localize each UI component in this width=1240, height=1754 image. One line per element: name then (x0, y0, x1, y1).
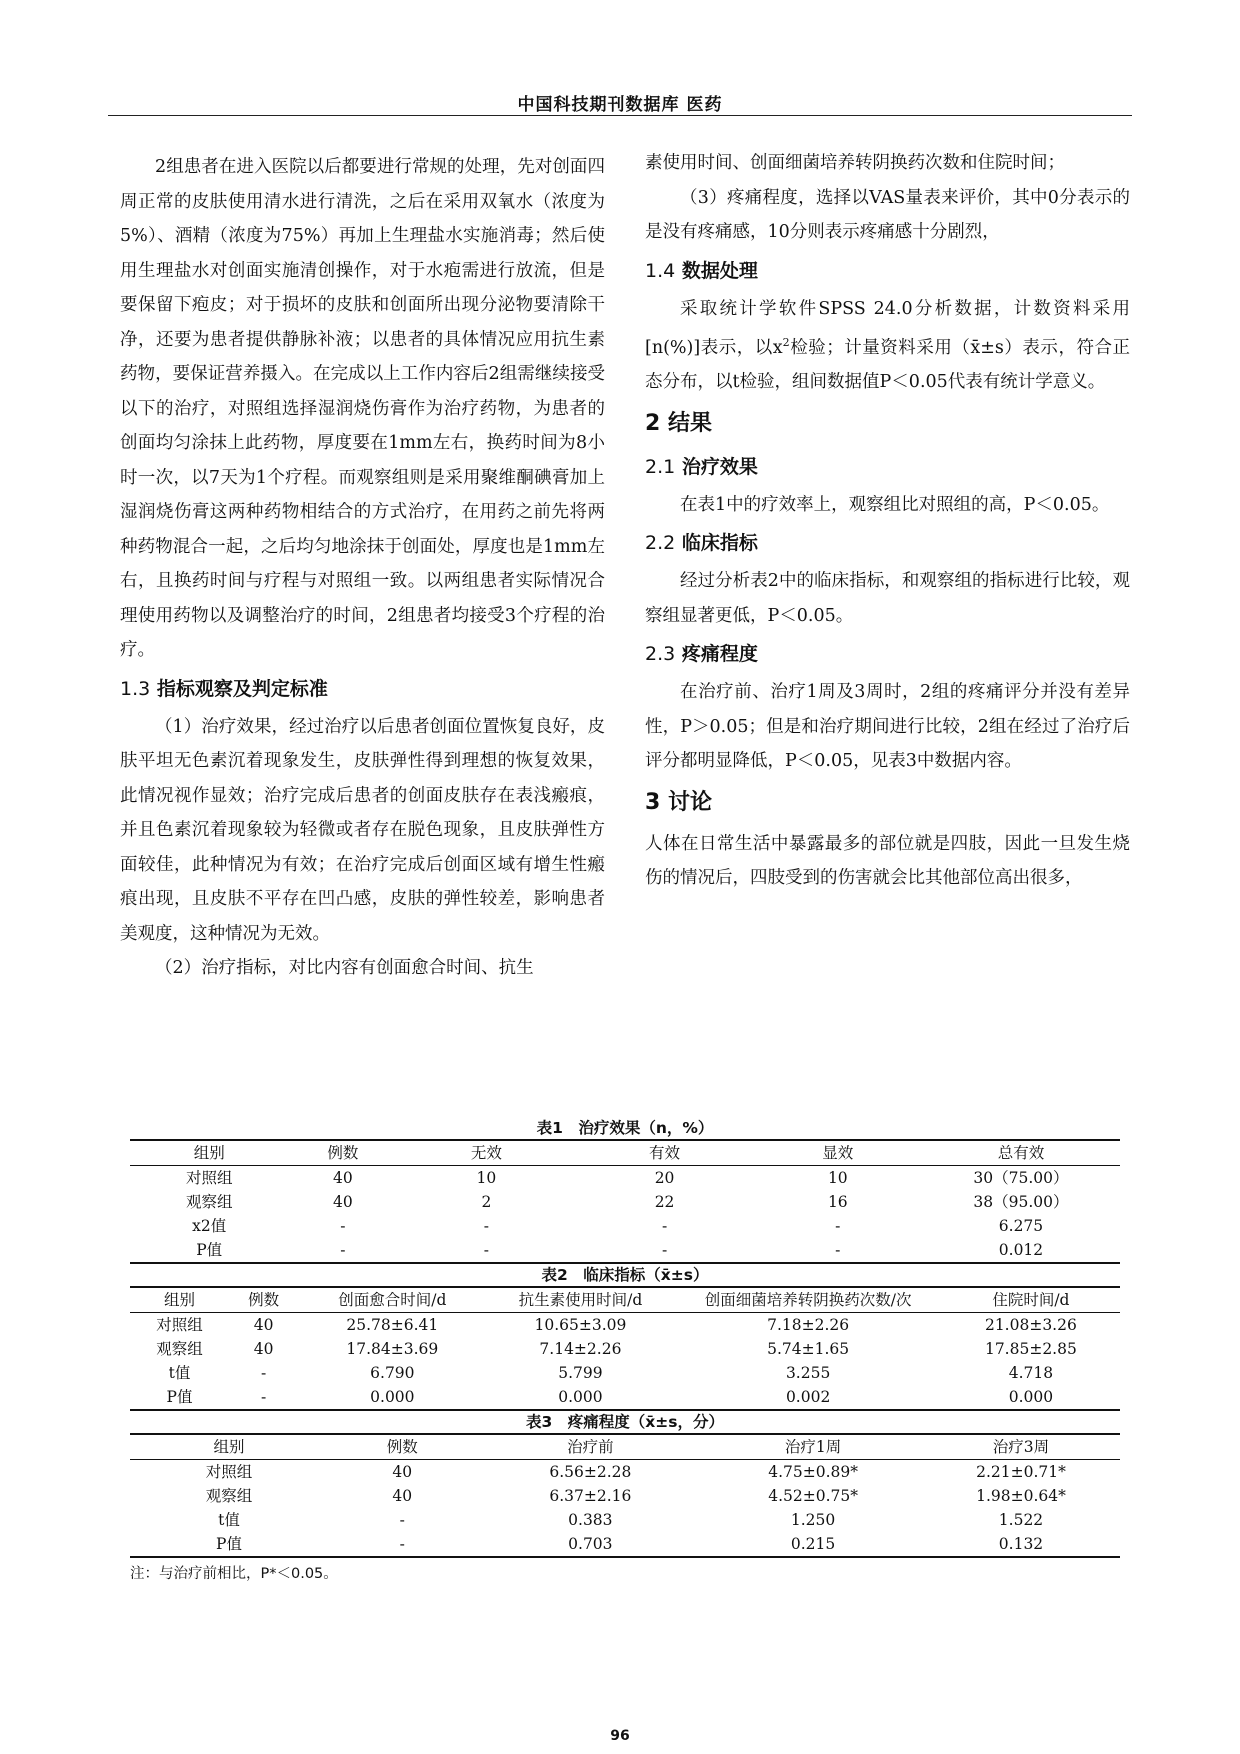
section-number: 2.2 (645, 532, 676, 555)
header-rule (108, 115, 1132, 116)
body-paragraph (645, 292, 1130, 400)
table-cell: 21.08±3.26 (984, 1316, 1077, 1334)
text-run: 采取统计学软件SPSS 24.0分析数据，计数资料采用[n(%)]表示，以x (645, 298, 1130, 358)
section-title: 临床指标 (681, 532, 758, 555)
table-cell: t值 (218, 1511, 240, 1529)
table-cell: 1.522 (998, 1511, 1044, 1529)
table-cell: 1.250 (790, 1511, 836, 1529)
table-cell: 4.75±0.89* (768, 1463, 858, 1481)
table-cell: 40 (332, 1169, 353, 1187)
text-run: 检验；计量资料采用（x̄±s）表示，符合正态分布，以t检验，组间数据值P＜0.05代表有统计学意义。 (645, 337, 1131, 393)
table-cell: 0.703 (568, 1535, 613, 1553)
table-row (130, 1337, 1120, 1361)
table-row (130, 1385, 1120, 1410)
table-row (130, 1508, 1120, 1532)
table-cell: 4.52±0.75* (768, 1487, 858, 1505)
table-cell: 7.18±2.26 (767, 1316, 850, 1334)
page-number: 96 (610, 1728, 630, 1744)
table-cell: 1.98±0.64* (976, 1487, 1066, 1505)
table-cell: - (835, 1241, 841, 1259)
table-cell: 0.215 (790, 1535, 836, 1553)
table-cell: - (661, 1217, 668, 1235)
column-header: 创面愈合时间/d (298, 1287, 486, 1313)
table-cell: - (340, 1217, 346, 1235)
column-header: 有效 (575, 1140, 753, 1166)
section-number: 2.3 (645, 643, 676, 666)
section-title: 指标观察及判定标准 (156, 677, 328, 700)
table-note: 注：与治疗前相比，P*＜0.05。 (130, 1566, 338, 1582)
section-heading-1-3 (120, 670, 605, 708)
table-cell: 40 (332, 1193, 353, 1211)
table-cell: 观察组 (185, 1193, 233, 1211)
table-2 (130, 1286, 1120, 1411)
table-cell: t值 (168, 1364, 191, 1382)
table-cell: 16 (827, 1193, 848, 1211)
table-cell: - (661, 1241, 668, 1259)
table-1-caption: 表1 治疗效果（n，%） (536, 1119, 714, 1137)
table-cell: 0.000 (558, 1388, 603, 1406)
table-header-row (130, 1140, 1120, 1166)
body-paragraph: 在治疗前、治疗1周及3周时，2组的疼痛评分并没有差异性，P＞0.05；但是和治疗期间进行比较，2组在经过了治疗后评分都明显降低，P＜0.05，见表3中数据内容。 (645, 682, 1130, 772)
body-paragraph: 人体在日常生活中暴露最多的部位就是四肢，因此一旦发生烧伤的情况后，四肢受到的伤害就会比其他部位高出很多， (645, 833, 1130, 889)
table-cell: - (261, 1364, 267, 1382)
table-cell: 30（75.00） (973, 1169, 1069, 1187)
table-cell: 0.000 (1008, 1388, 1054, 1406)
column-header: 总有效 (922, 1140, 1120, 1166)
table-cell: 观察组 (156, 1340, 203, 1358)
section-number: 1.4 (645, 259, 676, 282)
column-header: 组别 (130, 1140, 288, 1166)
column-header: 无效 (397, 1140, 575, 1166)
table-row (130, 1214, 1120, 1238)
section-heading-3: 3 讨论 (645, 789, 712, 815)
table-row (130, 1361, 1120, 1385)
table-cell: 5.799 (558, 1364, 603, 1382)
table-2-caption: 表2 临床指标（x̄±s） (541, 1266, 709, 1284)
section-number: 2.1 (645, 455, 676, 478)
table-cell: 2 (481, 1193, 492, 1211)
column-header: 组别 (130, 1287, 229, 1313)
table-row (130, 1166, 1120, 1191)
section-number: 1.3 (120, 677, 151, 700)
table-cell: 10 (476, 1169, 497, 1187)
table-cell: 5.74±1.65 (767, 1340, 850, 1358)
table-header-row (130, 1287, 1120, 1313)
table-cell: 40 (253, 1316, 274, 1334)
table-row (130, 1238, 1120, 1263)
table-row (130, 1313, 1120, 1338)
table-cell: - (340, 1241, 346, 1259)
table-cell: - (483, 1217, 489, 1235)
table-cell: 2.21±0.71* (976, 1463, 1066, 1481)
column-header: 治疗3周 (922, 1434, 1120, 1460)
section-heading-2-3 (645, 635, 1130, 673)
table-cell: - (261, 1388, 267, 1406)
table-cell: 对照组 (205, 1463, 253, 1481)
table-cell: 观察组 (205, 1487, 253, 1505)
table-cell: P值 (196, 1241, 223, 1259)
column-header: 抗生素使用时间/d (486, 1287, 674, 1313)
column-header: 住院时间/d (942, 1287, 1120, 1313)
section-heading-1-4 (645, 252, 1130, 290)
table-cell: 10 (827, 1169, 848, 1187)
column-header: 创面细菌培养转阴换药次数/次 (674, 1287, 941, 1313)
table-cell: P值 (216, 1535, 242, 1553)
body-paragraph: 经过分析表2中的临床指标，和观察组的指标进行比较，观察组显著更低，P＜0.05。 (645, 571, 1130, 626)
superscript: 2 (782, 336, 790, 349)
table-cell: 0.002 (785, 1388, 831, 1406)
section-heading-2-2 (645, 524, 1130, 562)
table-cell: 3.255 (785, 1364, 831, 1382)
body-paragraph: 素使用时间、创面细菌培养转阴换药次数和住院时间； (645, 153, 1065, 173)
table-cell: 17.85±2.85 (984, 1340, 1077, 1358)
column-header: 治疗前 (477, 1434, 705, 1460)
table-cell: 25.78±6.41 (346, 1316, 439, 1334)
table-cell: 6.275 (998, 1217, 1044, 1235)
table-cell: 6.790 (370, 1364, 415, 1382)
table-cell: 0.383 (568, 1511, 613, 1529)
table-cell: 40 (253, 1340, 274, 1358)
table-cell: 17.84±3.69 (346, 1340, 439, 1358)
section-title: 数据处理 (681, 259, 758, 282)
table-cell: 40 (392, 1487, 413, 1505)
column-header: 治疗1周 (704, 1434, 922, 1460)
table-1 (130, 1139, 1120, 1264)
section-title: 疼痛程度 (681, 643, 758, 666)
body-paragraph: （1）治疗效果，经过治疗以后患者创面位置恢复良好，皮肤平坦无色素沉着现象发生，皮肤弹性得到理想的恢复效果，此情况视作显效；治疗完成后患者的创面皮肤存在表浅瘢痕，并且色素沉着现象较为轻微或者存在脱色现象，且皮肤弹性方面较佳，此种情况为有效；在治疗完成后创面区域有增生性瘢痕出现，且皮肤不平存在凹凸感，皮肤的弹性较差，影响患者美观度，这种情况为无效。 (120, 716, 605, 944)
table-cell: 4.718 (1008, 1364, 1054, 1382)
table-cell: x2值 (192, 1217, 227, 1235)
table-cell: - (835, 1217, 841, 1235)
left-column (120, 150, 605, 986)
column-header: 例数 (229, 1287, 298, 1313)
table-cell: 20 (654, 1169, 675, 1187)
section-title: 治疗效果 (681, 455, 758, 478)
table-cell: 6.56±2.28 (549, 1463, 632, 1481)
column-header: 例数 (288, 1140, 397, 1166)
table-row (130, 1460, 1120, 1485)
table-3 (130, 1433, 1120, 1558)
table-cell: 22 (654, 1193, 675, 1211)
table-cell: 38（95.00） (973, 1193, 1069, 1211)
section-heading-2: 2 结果 (645, 410, 712, 436)
right-column (645, 146, 1130, 896)
table-3-caption: 表3 疼痛程度（x̄±s，分） (526, 1413, 724, 1431)
section-heading-2-1 (645, 448, 1130, 486)
body-paragraph: （2）治疗指标，对比内容有创面愈合时间、抗生 (155, 958, 534, 978)
table-row (130, 1484, 1120, 1508)
table-cell: - (399, 1535, 405, 1553)
table-cell: 对照组 (185, 1169, 233, 1187)
table-row (130, 1190, 1120, 1214)
table-cell: - (399, 1511, 405, 1529)
table-cell: 10.65±3.09 (534, 1316, 627, 1334)
column-header: 组别 (130, 1434, 328, 1460)
table-cell: 0.132 (998, 1535, 1044, 1553)
column-header: 例数 (328, 1434, 477, 1460)
column-header: 显效 (754, 1140, 922, 1166)
table-header-row (130, 1434, 1120, 1460)
table-cell: 7.14±2.26 (539, 1340, 622, 1358)
body-paragraph: 在表1中的疗效率上，观察组比对照组的高，P＜0.05。 (680, 494, 1110, 515)
table-cell: P值 (166, 1388, 193, 1406)
table-cell: 对照组 (156, 1316, 203, 1334)
table-cell: 40 (392, 1463, 413, 1481)
journal-header: 中国科技期刊数据库 医药 (517, 95, 723, 115)
table-cell: 0.000 (370, 1388, 415, 1406)
body-paragraph: （3）疼痛程度，选择以VAS量表来评价，其中0分表示的是没有疼痛感，10分则表示疼痛感十分剧烈， (645, 187, 1130, 242)
body-paragraph: 2组患者在进入医院以后都要进行常规的处理，先对创面四周正常的皮肤使用清水进行清洗，之后在采用双氧水（浓度为5%）、酒精（浓度为75%）再加上生理盐水实施消毒；然后使用生理盐水对创面实施清创操作，对于水疱需进行放流，但是要保留下疱皮；对于损坏的皮肤和创面所出现分泌物要清除干净，还要为患者提供静脉补液；以患者的具体情况应用抗生素药物，要保证营养摄入。在完成以上工作内容后2组需继续接受以下的治疗，对照组选择湿润烧伤膏作为治疗药物，为患者的创面均匀涂抹上此药物，厚度要在1mm左右，换药时间为8小时一次，以7天为1个疗程。而观察组则是采用聚维酮碘膏加上湿润烧伤膏这两种药物相结合的方式治疗，在用药之前先将两种药物混合一起，之后均匀地涂抹于创面处，厚度也是1mm左右，且换药时间与疗程与对照组一致。以两组患者实际情况合理使用药物以及调整治疗的时间，2组患者均接受3个疗程的治疗。 (120, 157, 605, 660)
table-row (130, 1532, 1120, 1557)
table-cell: 6.37±2.16 (549, 1487, 632, 1505)
table-cell: - (483, 1241, 489, 1259)
table-cell: 0.012 (998, 1241, 1044, 1259)
tables-block (130, 1117, 1120, 1583)
